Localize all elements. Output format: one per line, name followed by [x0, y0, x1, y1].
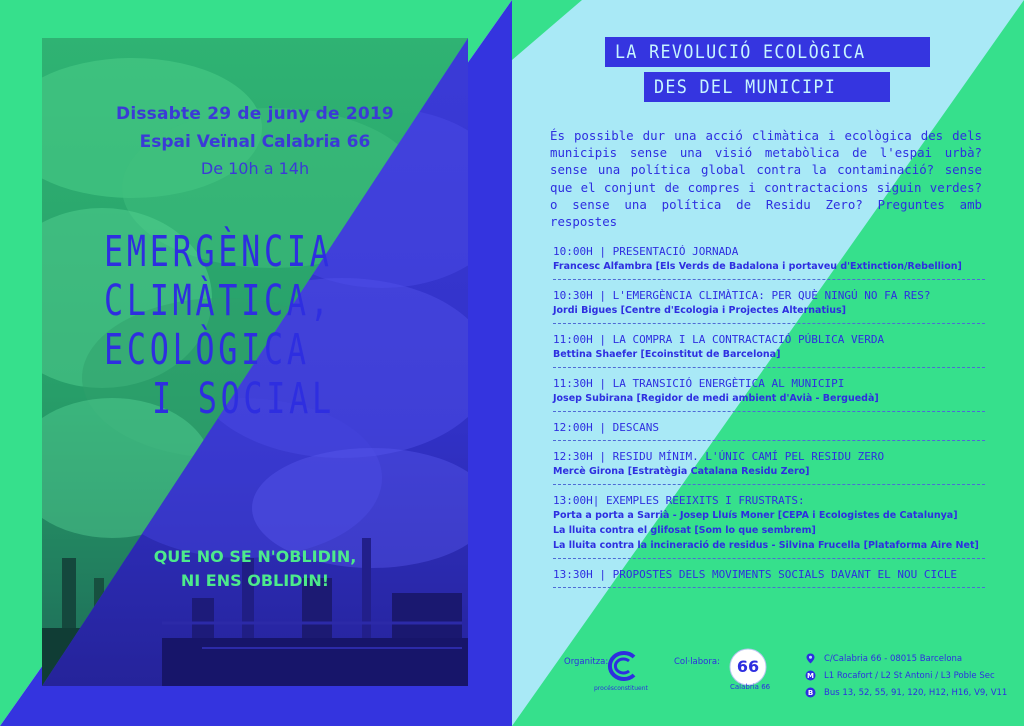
collabora-logo-text: Calabria 66 [730, 683, 771, 691]
title-line: ECOLÒGICA [104, 325, 310, 375]
schedule-item-speaker: Francesc Alfambra [Els Verds de Badalona i portaveu d'Extinction/Rebellion] [553, 261, 962, 272]
svg-text:M: M [807, 672, 814, 680]
organitza-label: Organitza: [564, 657, 609, 667]
schedule-list [553, 244, 985, 596]
schedule-item-title: 13:30H | PROPOSTES DELS MOVIMENTS SOCIALS DAVANT EL NOU CICLE [553, 568, 957, 581]
svg-text:B: B [807, 689, 814, 697]
calabria66-logo [728, 647, 768, 687]
intro-paragraph: És possible dur una acció climàtica i ecològica des dels municipis sense una visió metabòlica de l'espai urbà? sense una política global contra la contaminació? sense que el conjunt de compres i contractacions siguin verdes? o sense una política de Residu Zero? Preguntes amb respostes [550, 128, 982, 230]
collabora-label: Col·labora: [674, 657, 720, 667]
schedule-item-title: 12:30H | RESIDU MÍNIM. L'ÚNIC CAMÍ PEL RESIDU ZERO [553, 450, 885, 463]
schedule-item-speaker: La lluita contra la incineració de residus - Silvina Frucella [Plataforma Aire Net] [553, 540, 979, 551]
schedule-item-speaker: Bettina Shaefer [Ecoinstitut de Barcelona] [553, 349, 781, 360]
schedule-item-speaker: La lluita contra el glifosat [Som lo que sembrem] [553, 525, 816, 536]
right-panel [512, 0, 1024, 726]
schedule-item-title: 11:30H | LA TRANSICIÓ ENERGÈTICA AL MUNICIPI [553, 377, 845, 390]
footer [512, 645, 1024, 705]
event-venue: Espai Veïnal Calabria 66 [139, 132, 371, 152]
slogan-line: QUE NO SE N'OBLIDIN, [153, 547, 357, 566]
schedule-item [553, 376, 985, 412]
heading-line: DES DEL MUNICIPI [644, 72, 890, 102]
location-pin-icon [805, 653, 816, 664]
schedule-item [553, 449, 985, 485]
slogan-line: NI ENS OBLIDIN! [180, 571, 330, 590]
metro-icon [805, 670, 816, 681]
schedule-item-title: 13:00H| EXEMPLES REEIXITS I FRUSTRATS: [553, 494, 805, 507]
schedule-item [553, 244, 985, 280]
organitza-logo-text: procésconstituent [594, 685, 648, 692]
address-text: C/Calabria 66 - 08015 Barcelona [824, 654, 963, 664]
title-line: CLIMÀTICA, [104, 276, 333, 326]
schedule-item [553, 332, 985, 368]
schedule-item-title: 11:00H | LA COMPRA I LA CONTRACTACIÓ PÚBLICA VERDA [553, 333, 885, 346]
schedule-item-speaker: Mercè Girona [Estratègia Catalana Residu Zero] [553, 466, 810, 477]
bus-icon [805, 687, 816, 698]
schedule-item [553, 420, 985, 441]
heading-line: LA REVOLUCIÓ ECOLÒGICA [605, 37, 930, 67]
schedule-item-speaker: Porta a porta a Sarrià - Josep Lluís Moner [CEPA i Ecologistes de Catalunya] [553, 510, 958, 521]
schedule-item [553, 288, 985, 324]
schedule-item-title: 10:00H | PRESENTACIÓ JORNADA [553, 245, 739, 258]
metro-text: L1 Rocafort / L2 St Antoni / L3 Poble Sec [824, 671, 995, 681]
event-date: Dissabte 29 de juny de 2019 [116, 104, 394, 124]
title-line: EMERGÈNCIA [104, 227, 333, 277]
schedule-item-speaker: Josep Subirana [Regidor de medi ambient d'Avià - Berguedà] [553, 393, 879, 404]
bus-text: Bus 13, 52, 55, 91, 120, H12, H16, V9, V11 [824, 688, 1008, 698]
schedule-item-title: 10:30H | L'EMERGÈNCIA CLIMÀTICA: PER QUÈ NINGÚ NO FA RES? [553, 289, 931, 302]
event-time: De 10h a 14h [200, 159, 310, 178]
schedule-item [553, 493, 985, 559]
schedule-item [553, 567, 985, 588]
svg-text:66: 66 [736, 657, 760, 676]
slogan [42, 545, 468, 593]
main-title [60, 228, 460, 424]
schedule-item-speaker: Jordi Bigues [Centre d'Ecologia i Projectes Alternatius] [553, 305, 847, 316]
procesconstituent-logo [604, 651, 640, 681]
title-line: I SOCIAL [152, 374, 335, 424]
schedule-item-title: 12:00H | DESCANS [553, 421, 659, 434]
